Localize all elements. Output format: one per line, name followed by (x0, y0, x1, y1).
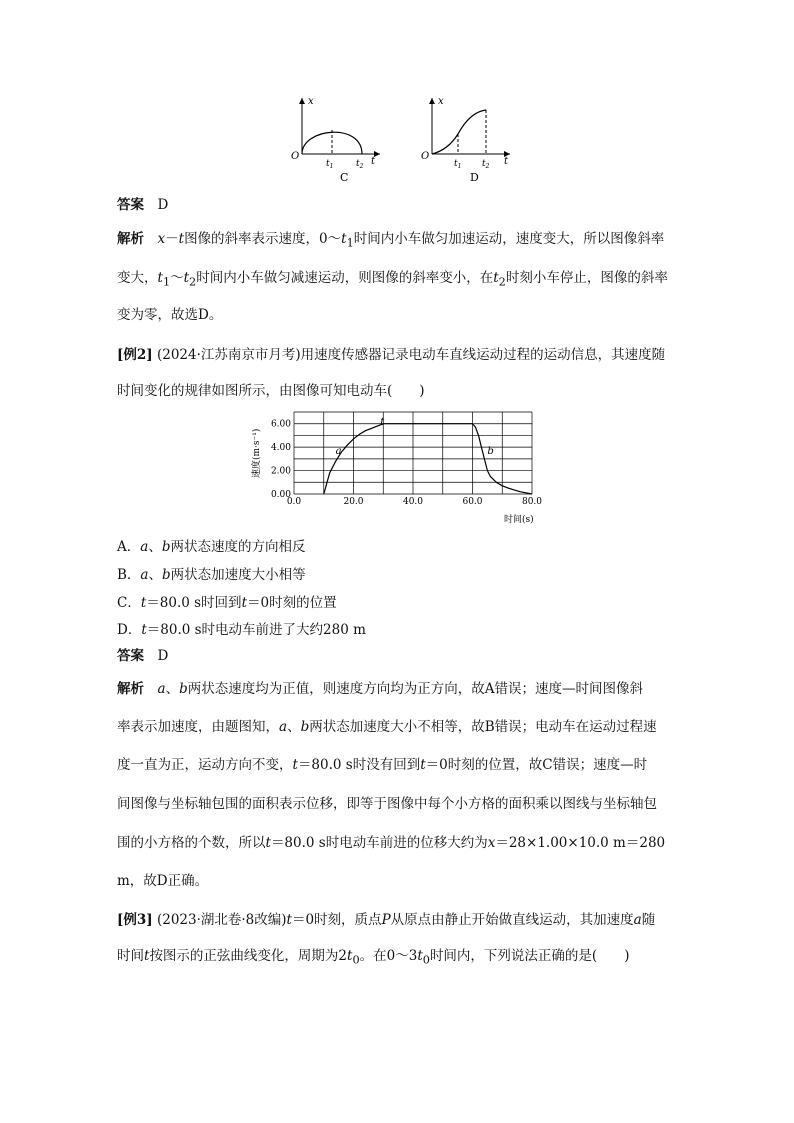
analysis-1-line-1: 解析 x－t图像的斜率表示速度，$0\sim t_1$时间内小车做匀加速运动，速度变大，所以图像斜率 (117, 231, 665, 250)
y-axis-label: 速度(m·s⁻¹) (252, 428, 262, 478)
graph-c-origin: O (291, 151, 300, 162)
option-c: C．t＝80.0 s时回到t＝0时刻的位置 (117, 595, 337, 611)
answer-label: 答案 (117, 197, 144, 213)
annotation-t: t (380, 416, 385, 428)
graph-d-caption: D (470, 171, 479, 184)
graph-c-x-label: x (308, 96, 314, 107)
answer-value: D (157, 197, 169, 213)
annotation-b: b (487, 446, 494, 458)
graph-d-t-label: t (504, 156, 509, 167)
x-tick-label: 20.0 (343, 497, 364, 507)
example-3-line-1: [例3] (2023·湖北卷·8改编)t＝0时刻，质点P从原点由静止开始做直线运动，其加速度a随 (117, 912, 656, 928)
example-3-line-2: 时间t按图示的正弦曲线变化，周期为$2t_0$。在$0\sim 3t_0$时间内，下列说法正确的是( ) (117, 948, 630, 967)
graph-d-x-label: x (438, 96, 444, 107)
graph-d-origin: O (421, 151, 430, 162)
answer-2: 答案 D (117, 648, 169, 664)
graph-c-t1: $t_1$ (326, 159, 334, 170)
analysis-label: 解析 (117, 231, 144, 247)
option-d: D．t＝80.0 s时电动车前进了大约280 m (117, 622, 366, 638)
y-tick-label: 4.00 (270, 443, 291, 454)
graph-d-t1: $t_1$ (454, 159, 462, 170)
x-tick-label: 60.0 (462, 497, 483, 507)
example-2-line-2: 时间变化的规律如图所示，由图像可知电动车( ) (117, 383, 425, 399)
velocity-time-chart (248, 408, 548, 526)
analysis-1-line-2: 变大，$t_1\sim t_2$时间内小车做匀减速运动，则图像的斜率变小，在$t_2$时刻小车停止，图像的斜率 (117, 270, 668, 289)
analysis-2-line-6: m，故D正确。 (117, 873, 209, 889)
analysis-1-line-3: 变为零，故选D。 (117, 307, 223, 323)
y-tick-label: 6.00 (270, 419, 291, 430)
graph-c-t-label: t (371, 156, 376, 167)
analysis-2-line-3: 度一直为正，运动方向不变，t＝80.0 s时没有回到t＝0时刻的位置，故C错误；速度—时 (117, 757, 648, 773)
analysis-2-line-2: 率表示加速度，由题图知，a、b两状态加速度大小不相等，故B错误；电动车在运动过程速 (117, 719, 657, 735)
answer-1 (117, 193, 168, 213)
graph-c-caption: C (340, 171, 349, 184)
x-tick-label: 40.0 (402, 497, 424, 507)
x-tick-label: 0.0 (286, 497, 302, 507)
graph-d-t2: $t_2$ (482, 159, 490, 170)
analysis-2-line-1: 解析 a、b两状态速度均为正值，则速度方向均为正方向，故A错误；速度—时间图像斜 (117, 681, 643, 697)
option-a: A．a、b两状态速度的方向相反 (117, 539, 306, 555)
x-axis-label: 时间(s) (504, 515, 534, 525)
graph-c (288, 92, 388, 184)
y-tick-label: 2.00 (270, 466, 291, 477)
graph-d (418, 92, 518, 184)
option-b: B．a、b两状态加速度大小相等 (117, 567, 306, 583)
analysis-2-line-5: 围的小方格的个数，所以t＝80.0 s时电动车前进的位移大约为x＝28×1.00×10.0 m＝280 (117, 835, 666, 851)
y-tick-label: 0.00 (270, 490, 291, 500)
x-tick-label: 80.0 (521, 497, 543, 507)
example-2-line-1: [例2] (2024·江苏南京市月考)用速度传感器记录电动车直线运动过程的运动信息，其速度随 (117, 347, 666, 363)
example-tag: [例2] (117, 347, 153, 363)
analysis-2-line-4: 间图像与坐标轴包围的面积表示位移，即等于图像中每个小方格的面积乘以图线与坐标轴包 (117, 796, 657, 812)
annotation-a: a (335, 446, 342, 458)
graph-c-t2: $t_2$ (356, 159, 364, 170)
